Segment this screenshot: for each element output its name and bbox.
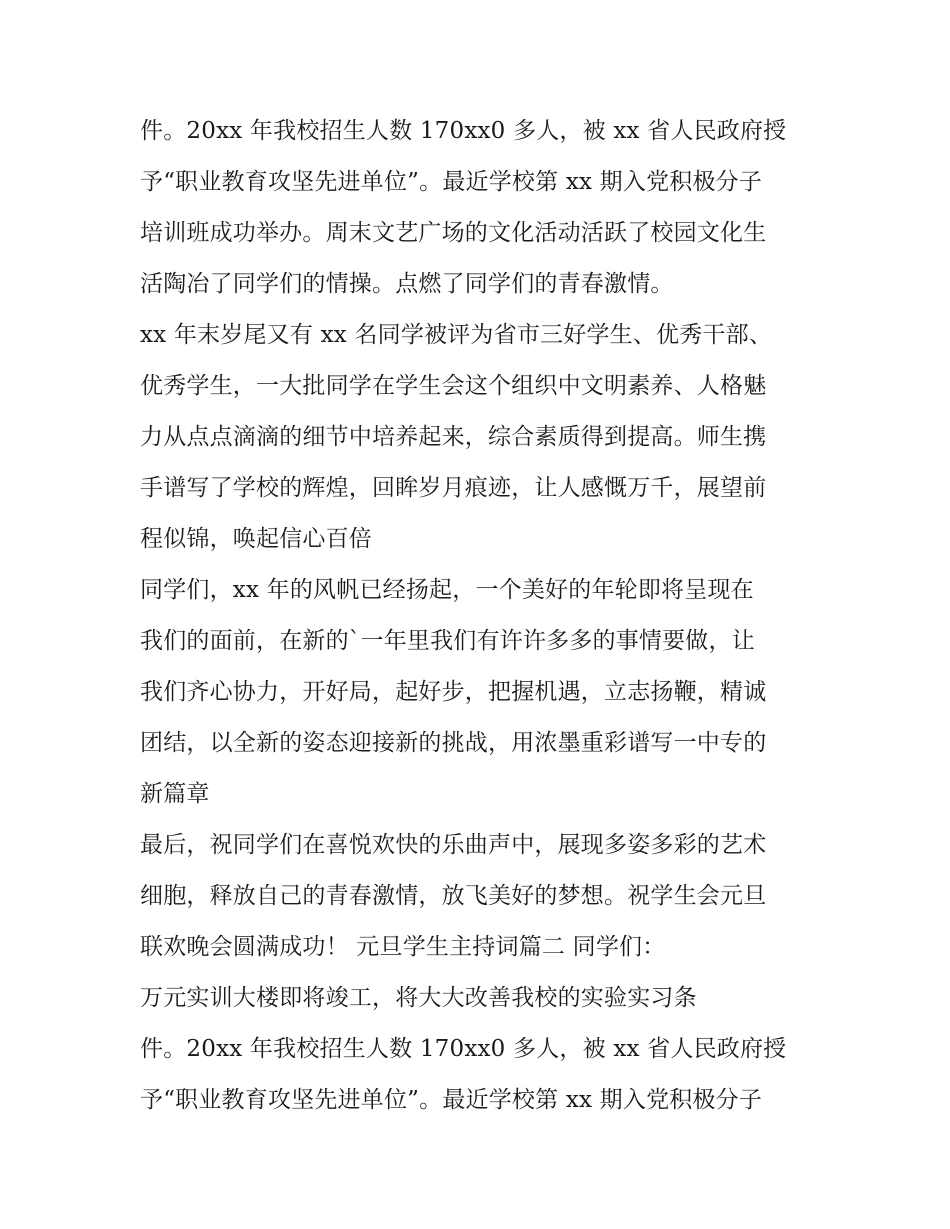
- document-body: [140, 106, 830, 1126]
- text-line: 予“职业教育攻坚先进单位”。最近学校第 xx 期入党积极分子: [140, 169, 763, 195]
- text-line: 予“职业教育攻坚先进单位”。最近学校第 xx 期入党积极分子: [140, 1087, 763, 1113]
- text-line: 我们齐心协力，开好局，起好步，把握机遇，立志扬鞭，精诚: [140, 679, 767, 705]
- text-line: 最后，祝同学们在喜悦欢快的乐曲声中，展现多姿多彩的艺术: [140, 832, 767, 858]
- text-line: 我们的面前，在新的`一年里我们有许许多多的事情要做，让: [140, 628, 755, 654]
- text-line: 活陶冶了同学们的情操。点燃了同学们的青春激情。: [140, 271, 674, 297]
- text-line: 力从点点滴滴的细节中培养起来，综合素质得到提高。师生携: [140, 424, 767, 450]
- text-line: 优秀学生，一大批同学在学生会这个组织中文明素养、人格魅: [140, 373, 767, 399]
- text-line: 万元实训大楼即将竣工，将大大改善我校的实验实习条: [140, 985, 697, 1011]
- text-line: 程似锦，唤起信心百倍: [140, 526, 372, 552]
- text-line: 新篇章: [140, 781, 210, 807]
- text-line: 件。20xx 年我校招生人数 170xx0 多人，被 xx 省人民政府授: [140, 1036, 787, 1062]
- text-line: 同学们，xx 年的风帆已经扬起，一个美好的年轮即将呈现在: [140, 577, 754, 603]
- text-line: 件。20xx 年我校招生人数 170xx0 多人，被 xx 省人民政府授: [140, 118, 787, 144]
- text-line: xx 年末岁尾又有 xx 名同学被评为省市三好学生、优秀干部、: [140, 322, 773, 348]
- text-line: 细胞，释放自己的青春激情，放飞美好的梦想。祝学生会元旦: [140, 883, 767, 909]
- text-line: 联欢晚会圆满成功！ 元旦学生主持词篇二 同学们：: [140, 934, 666, 960]
- text-line: 手谱写了学校的辉煌，回眸岁月痕迹，让人感慨万千，展望前: [140, 475, 767, 501]
- text-line: 培训班成功举办。周末文艺广场的文化活动活跃了校园文化生: [140, 220, 767, 246]
- text-line: 团结，以全新的姿态迎接新的挑战，用浓墨重彩谱写一中专的: [140, 730, 767, 756]
